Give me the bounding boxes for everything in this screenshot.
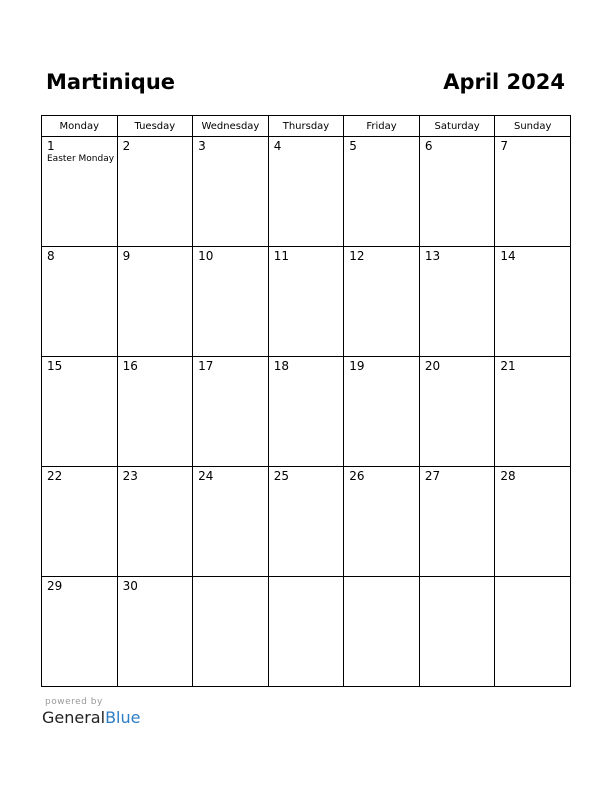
day-number: 12 — [349, 249, 365, 263]
day-cell — [193, 577, 269, 687]
day-cell — [268, 467, 344, 577]
day-number: 20 — [424, 359, 441, 373]
day-number: 28 — [500, 469, 516, 483]
day-cell — [117, 247, 193, 357]
week-row — [42, 137, 571, 247]
day-cell — [344, 577, 420, 687]
day-number: 3 — [198, 139, 206, 153]
week-row — [42, 357, 571, 467]
weekday-header: Monday — [42, 116, 118, 137]
day-cell — [193, 357, 269, 467]
day-number — [495, 577, 570, 579]
weekday-header-row — [42, 116, 571, 137]
day-cell — [344, 247, 420, 357]
week-row — [42, 577, 571, 687]
day-cell — [344, 467, 420, 577]
day-cell — [344, 137, 420, 247]
day-number: 24 — [198, 469, 214, 483]
day-number — [420, 577, 495, 579]
day-number: 19 — [349, 359, 365, 373]
day-number — [193, 577, 268, 579]
day-cell — [344, 357, 420, 467]
day-number: 16 — [122, 359, 138, 373]
weekday-header: Sunday — [495, 116, 571, 137]
day-cell — [117, 137, 193, 247]
day-cell — [193, 137, 269, 247]
day-number: 27 — [424, 469, 441, 483]
day-number: 25 — [273, 469, 289, 483]
day-cell — [495, 467, 571, 577]
day-cell — [419, 247, 495, 357]
day-cell — [42, 137, 118, 247]
day-number: 23 — [122, 469, 138, 483]
month-year-title: April 2024 — [443, 70, 565, 94]
day-cell — [42, 577, 118, 687]
day-cell — [419, 137, 495, 247]
day-number: 21 — [500, 359, 516, 373]
brand-name-part2: Blue — [105, 708, 141, 727]
day-cell — [495, 577, 571, 687]
day-number: 17 — [198, 359, 214, 373]
day-number — [269, 577, 344, 579]
day-number: 2 — [122, 139, 131, 153]
day-cell — [268, 577, 344, 687]
day-number: 5 — [349, 139, 357, 153]
weekday-header: Wednesday — [193, 116, 269, 137]
day-number: 7 — [500, 139, 509, 153]
day-number: 9 — [122, 249, 131, 263]
day-number: 29 — [47, 579, 63, 593]
day-number: 30 — [122, 579, 138, 593]
powered-by-label: powered by — [45, 697, 103, 707]
week-row — [42, 467, 571, 577]
day-number: 10 — [198, 249, 214, 263]
day-cell — [495, 357, 571, 467]
day-number: 22 — [47, 469, 63, 483]
region-title: Martinique — [46, 70, 176, 94]
footer-branding — [42, 697, 140, 728]
day-number — [344, 577, 419, 579]
day-number: 11 — [273, 249, 289, 263]
brand-name-part1: General — [42, 708, 106, 727]
day-cell — [419, 467, 495, 577]
day-cell — [117, 467, 193, 577]
day-cell — [268, 137, 344, 247]
day-cell — [419, 577, 495, 687]
day-number: 1 — [47, 139, 55, 153]
day-cell — [117, 357, 193, 467]
calendar-grid — [41, 115, 571, 687]
week-row — [42, 247, 571, 357]
day-number: 15 — [47, 359, 63, 373]
day-number: 4 — [273, 139, 282, 153]
day-cell — [495, 247, 571, 357]
day-cell — [268, 247, 344, 357]
day-cell — [42, 357, 118, 467]
day-cell — [419, 357, 495, 467]
day-cell — [495, 137, 571, 247]
day-number: 8 — [47, 249, 55, 263]
weekday-header: Friday — [344, 116, 420, 137]
day-number: 18 — [273, 359, 289, 373]
weekday-header: Tuesday — [117, 116, 193, 137]
day-cell — [117, 577, 193, 687]
day-number: 13 — [424, 249, 441, 263]
day-cell — [193, 247, 269, 357]
day-cell — [42, 247, 118, 357]
weekday-header: Thursday — [268, 116, 344, 137]
day-cell — [268, 357, 344, 467]
weekday-header: Saturday — [419, 116, 495, 137]
day-number: 6 — [424, 139, 433, 153]
day-number: 14 — [500, 249, 516, 263]
day-cell — [193, 467, 269, 577]
day-number: 26 — [349, 469, 365, 483]
brand-logo — [42, 708, 140, 728]
day-cell — [42, 467, 118, 577]
holiday-label: Easter Monday — [47, 154, 115, 164]
